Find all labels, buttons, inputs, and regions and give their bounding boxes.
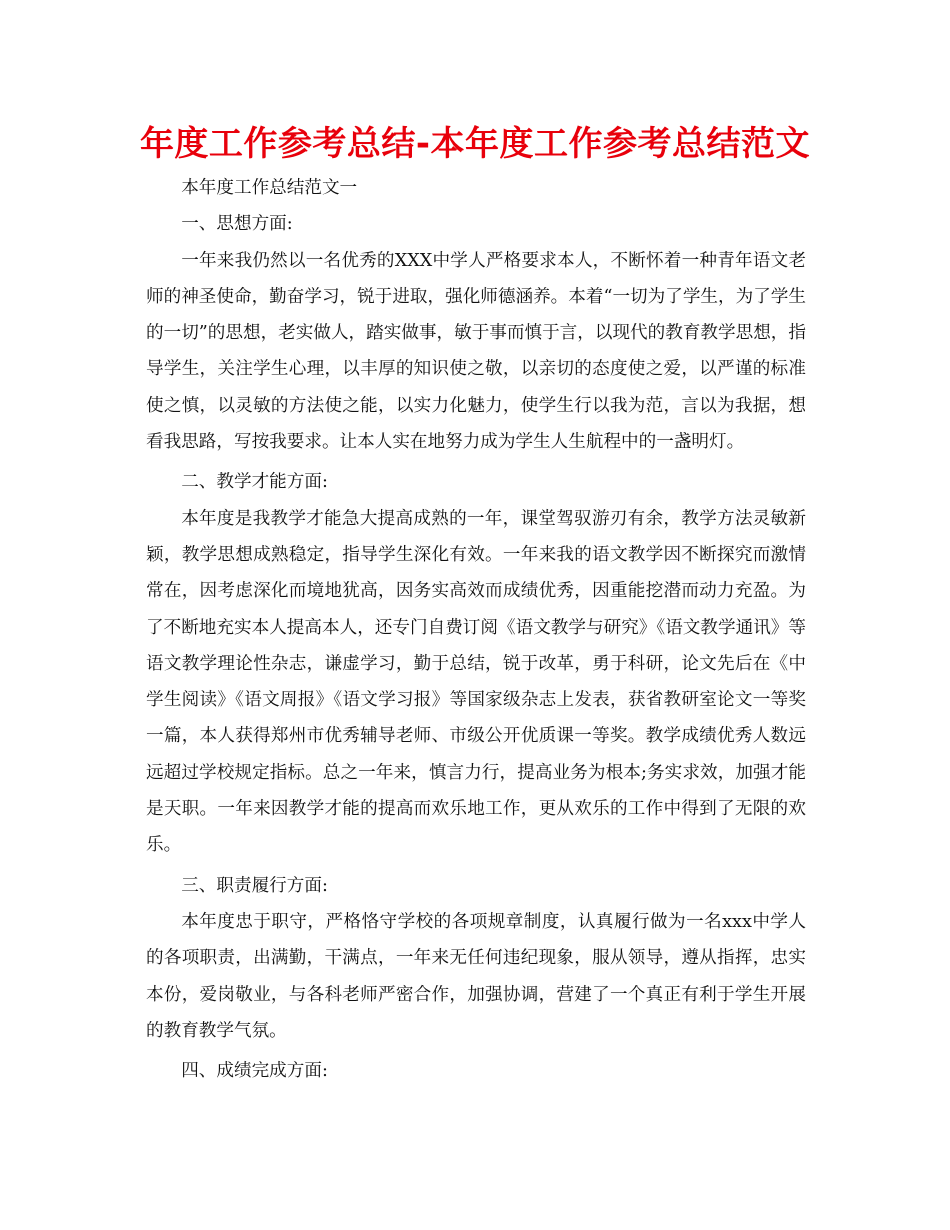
document-title: 年度工作参考总结-本年度工作参考总结范文 <box>139 124 811 164</box>
document-body <box>146 170 806 1089</box>
paragraph-teaching: 本年度是我教学才能急大提高成熟的一年，课堂驾驭游刃有余，教学方法灵敏新颖，教学思想成熟稳定，指导学生深化有效。一年来我的语文教学因不断探究而激情常在，因考虑深化而境地犹高，因务实高效而成绩优秀，因重能挖潜而动力充盈。为了不断地充实本人提高本人，还专门自费订阅《语文教学与研究》《语文教学通讯》等语文教学理论性杂志，谦虚学习，勤于总结，锐于改革，勇于科研，论文先后在《中学生阅读》《语文周报》《语文学习报》等国家级杂志上发表，获省教研室论文一等奖一篇，本人获得郑州市优秀辅导老师、市级公开优质课一等奖。教学成绩优秀人数远远超过学校规定指标。总之一年来，慎言力行，提高业务为根本;务实求效，加强才能是天职。一年来因教学才能的提高而欢乐地工作，更从欢乐的工作中得到了无限的欢乐。 <box>146 508 806 856</box>
section-heading-thought: 一、思想方面: <box>181 214 293 235</box>
paragraph-thought: 一年来我仍然以一名优秀的XXX中学人严格要求本人，不断怀着一种青年语文老师的神圣使命，勤奋学习，锐于进取，强化师德涵养。本着“一切为了学生，为了学生的一切”的思想，老实做人，踏实做事，敏于事而慎于言，以现代的教育教学思想，指导学生，关注学生心理，以丰厚的知识使之敬，以亲切的态度使之爱，以严谨的标准使之慎，以灵敏的方法使之能，以实力化魅力，使学生行以我为范，言以为我据，想看我思路，写按我要求。让本人实在地努力成为学生人生航程中的一盏明灯。 <box>146 250 806 453</box>
section-heading-duty: 三、职责履行方面: <box>181 875 328 896</box>
section-heading-teaching: 二、教学才能方面: <box>181 472 328 493</box>
section-heading-results: 四、成绩完成方面: <box>181 1061 328 1082</box>
section-subtitle: 本年度工作总结范文一 <box>181 178 358 198</box>
paragraph-duty: 本年度忠于职守，严格恪守学校的各项规章制度，认真履行做为一名xxx中学人的各项职责，出满勤，干满点，一年来无任何违纪现象，服从领导，遵从指挥，忠实本份，爱岗敬业，与各科老师严密合作，加强协调，营建了一个真正有利于学生开展的教育教学气氛。 <box>146 911 806 1041</box>
